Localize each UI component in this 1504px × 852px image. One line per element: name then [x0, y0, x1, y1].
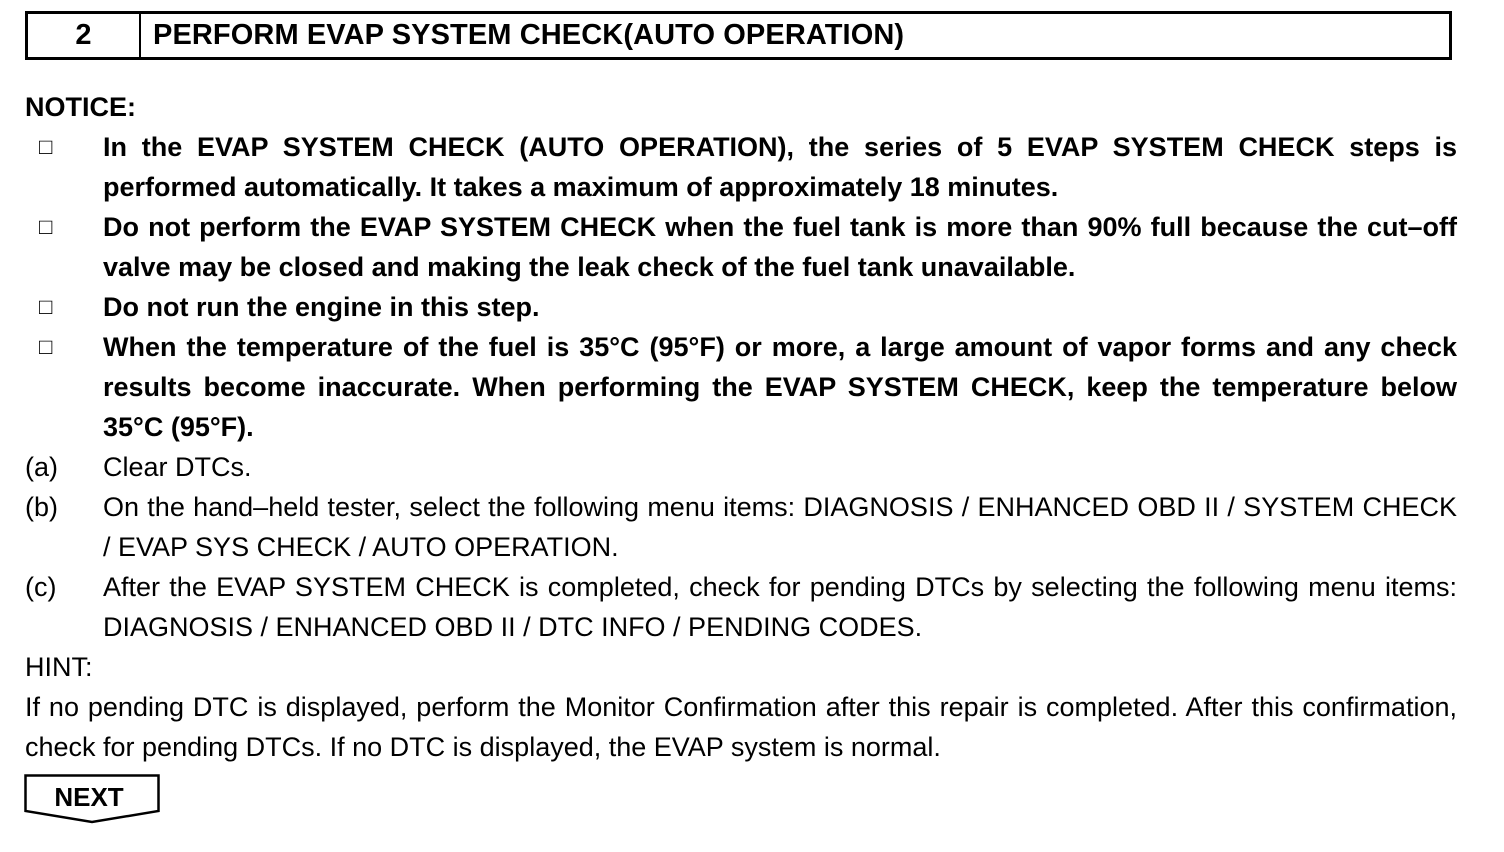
step-marker: (a): [25, 452, 58, 482]
notice-item: [25, 127, 1457, 207]
step-text: On the hand–held tester, select the following menu items: DIAGNOSIS / ENHANCED OBD II / SYSTEM CHECK / EVAP SYS CHECK / AUTO OPERATION.: [103, 492, 1457, 562]
checkbox-bullet-icon: □: [39, 334, 53, 359]
notice-item-text: In the EVAP SYSTEM CHECK (AUTO OPERATION), the series of 5 EVAP SYSTEM CHECK steps is performed automatically. It takes a maximum of approximately 18 minutes.: [103, 132, 1457, 202]
step-text: After the EVAP SYSTEM CHECK is completed, check for pending DTCs by selecting the following menu items: DIAGNOSIS / ENHANCED OBD II / DTC INFO / PENDING CODES.: [103, 572, 1457, 642]
step-header: [25, 11, 1452, 60]
step-title: PERFORM EVAP SYSTEM CHECK(AUTO OPERATION): [153, 19, 905, 51]
procedure-step: [25, 447, 1457, 487]
notice-item-text: Do not run the engine in this step.: [103, 292, 540, 322]
procedure-step: [25, 567, 1457, 647]
hint-text: If no pending DTC is displayed, perform the Monitor Confirmation after this repair is completed. After this confirmation, check for pending DTCs. If no DTC is displayed, the EVAP system is normal.: [25, 692, 1457, 762]
notice-item-text: Do not perform the EVAP SYSTEM CHECK when the fuel tank is more than 90% full because the cut–off valve may be closed and making the leak check of the fuel tank unavailable.: [103, 212, 1457, 282]
checkbox-bullet-icon: □: [39, 214, 53, 239]
procedure-step: [25, 487, 1457, 567]
notice-item: [25, 287, 1457, 327]
procedure-content: [25, 87, 1457, 767]
checkbox-bullet-icon: □: [39, 134, 53, 159]
step-number: 2: [28, 14, 141, 57]
step-marker: (c): [25, 572, 57, 602]
hint-label: HINT:: [25, 652, 93, 682]
notice-item-text: When the temperature of the fuel is 35°C (95°F) or more, a large amount of vapor forms and any check results become inaccurate. When performing the EVAP SYSTEM CHECK, keep the temperature below 35°C (95°F).: [103, 332, 1457, 442]
step-marker: (b): [25, 492, 58, 522]
step-text: Clear DTCs.: [103, 452, 252, 482]
next-label: NEXT: [54, 782, 124, 812]
notice-item: [25, 207, 1457, 287]
next-button[interactable]: [24, 774, 160, 826]
notice-label: NOTICE:: [25, 92, 136, 122]
checkbox-bullet-icon: □: [39, 294, 53, 319]
notice-item: [25, 327, 1457, 447]
